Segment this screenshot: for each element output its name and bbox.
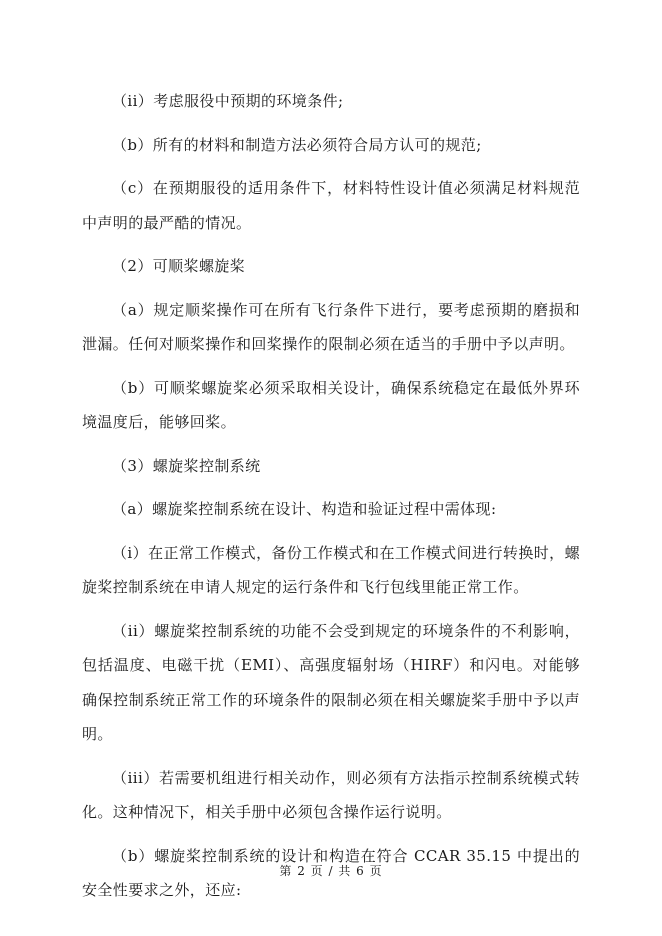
section-heading-propeller-control-system: （3）螺旋桨控制系统	[112, 456, 261, 475]
paragraph-b-safety-requirements: （b）螺旋桨控制系统的设计和构造在符合 CCAR 35.15 中提出的安全性要求之外，还应:	[82, 846, 580, 899]
paragraph-i-operating-modes: （i）在正常工作模式，备份工作模式和在工作模式间进行转换时，螺旋桨控制系统在申请人规定的运行条件和飞行包线里能正常工作。	[82, 543, 580, 596]
paragraph-c-material-properties: （c）在预期服役的适用条件下，材料特性设计值必须满足材料规范中声明的最严酷的情况。	[82, 179, 580, 232]
paragraph-ii-environmental-effects: （ii）螺旋桨控制系统的功能不会受到规定的环境条件的不利影响，包括温度、电磁干扰（EMI）、高强度辐射场（HIRF）和闪电。对能够确保控制系统正常工作的环境条件的限制必须在相关螺旋桨手册中予以声明。	[82, 621, 580, 743]
paragraph-iii-mode-indication: （iii）若需要机组进行相关动作，则必须有方法指示控制系统模式转化。这种情况下，相关手册中必须包含操作运行说明。	[82, 768, 580, 821]
paragraph-a-control-design: （a）螺旋桨控制系统在设计、构造和验证过程中需体现:	[112, 500, 497, 518]
document-body	[82, 84, 580, 917]
paragraph-ii-environment: （ii）考虑服役中预期的环境条件;	[112, 92, 344, 110]
paragraph-a-feathering-operation: （a）规定顺桨操作可在所有飞行条件下进行，要考虑预期的磨损和泄漏。任何对顺桨操作和回桨操作的限制必须在适当的手册中予以声明。	[82, 300, 580, 353]
paragraph-b-materials: （b）所有的材料和制造方法必须符合局方认可的规范;	[112, 135, 482, 154]
page-number-footer: 第 2 页 / 共 6 页	[279, 864, 383, 878]
paragraph-b-unfeathering: （b）可顺桨螺旋桨必须采取相关设计，确保系统稳定在最低外界环境温度后，能够回桨。	[82, 378, 580, 431]
section-heading-feathering-propeller: （2）可顺桨螺旋桨	[112, 257, 246, 275]
